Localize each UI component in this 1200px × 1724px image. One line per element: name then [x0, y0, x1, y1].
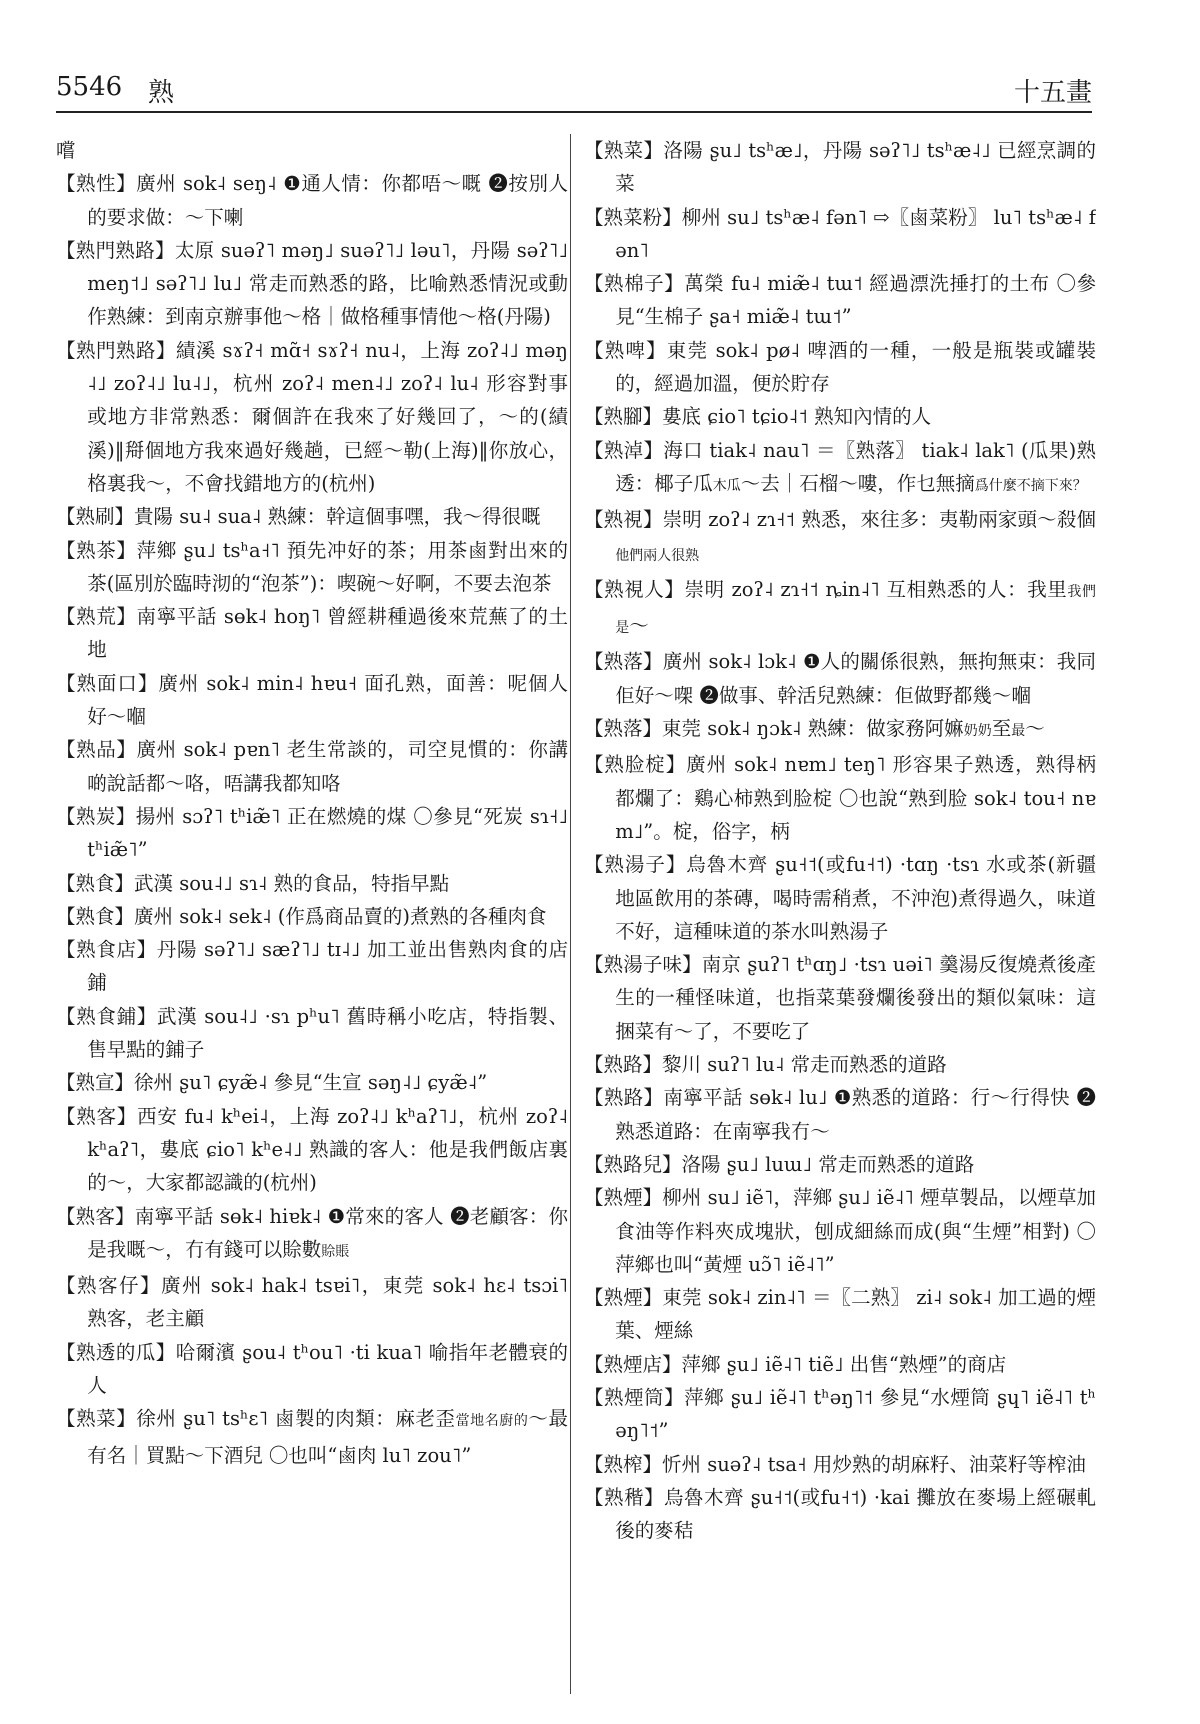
entry-headword: 【熟煙筒】 [584, 1385, 685, 1409]
dictionary-entry [584, 1348, 1096, 1381]
left-column [56, 134, 568, 1714]
dictionary-entry [56, 667, 568, 734]
entry-headword: 【熟路】 [584, 1053, 663, 1077]
entry-definition: 南寧平話 sɵk˨ hiɐk˨ ❶常來的客人 ❷老顧客：你是我嘅～，冇有錢可以賒數賒賬 [87, 1204, 568, 1261]
entry-headword: 【熟湯子】 [584, 853, 687, 877]
dictionary-entry [56, 1402, 568, 1472]
entry-definition: 廣州 sok˨ min˨ hɐu˧ 面孔熟，面善：呢個人好～嗰 [87, 671, 568, 729]
entry-headword: 【熟食店】 [56, 938, 157, 962]
entry-headword: 【熟啤】 [584, 338, 667, 362]
entry-definition: 柳州 su˩ tsʰæ˨ fən˥ ⇨〖鹵菜粉〗 lu˥ tsʰæ˨ fən˥ [615, 205, 1096, 262]
entry-headword: 【熟門熟路】 [56, 338, 176, 362]
entry-definition: 武漢 sou˨˩ ·sɿ pʰu˥ 舊時稱小吃店，特指製、售早點的鋪子 [87, 1004, 568, 1062]
entry-headword: 【熟客】 [56, 1204, 135, 1228]
entry-headword: 【熟菜】 [584, 139, 664, 162]
entry-headword: 【熟煙】 [584, 1186, 663, 1210]
entry-headword: 【熟客仔】 [56, 1274, 162, 1298]
entry-definition: 西安 fu˨ kʰei˨，上海 zoʔ˨˩ kʰaʔ˥˩，杭州 zoʔ˨ kʰaʔ˥，婁底 ɕio˥ kʰe˨˩ 熟識的客人：他是我們飯店裏的～，大家都認識的(杭州) [87, 1104, 568, 1195]
dictionary-entry [584, 712, 1096, 748]
entry-headword: 【熟食】 [56, 871, 135, 895]
entry-definition: 南寧平話 sɵk˨ lu˩ ❶熟悉的道路：行～行得快 ❷熟悉道路：在南寧我冇～ [615, 1086, 1096, 1143]
dictionary-entry [56, 167, 568, 234]
entry-definition: 東莞 sok˨ ŋɔk˨ 熟練：做家務阿嫲奶奶至最～ [662, 717, 1045, 741]
dictionary-entry [584, 503, 1096, 573]
dictionary-entry [584, 201, 1096, 268]
dictionary-entry [584, 1381, 1096, 1448]
entry-headword: 【熟淖】 [584, 438, 664, 462]
entry-definition: 南京 ʂuʔ˥ tʰɑŋ˩ ·tsɿ uəi˥ 羹湯反復燒煮後產生的一種怪味道，也指菜葉發爛後發出的類似氣味：這捆菜有～了，不要吃了 [615, 953, 1096, 1043]
dictionary-entry [584, 1181, 1096, 1281]
entry-definition: 廣州 sok˨ hak˨ tsɐi˥，東莞 sok˨ hɛ˨ tsɔi˥ 熟客，老主顧 [87, 1274, 568, 1331]
entry-definition: 哈爾濱 ʂou˨ tʰou˥ ·ti kua˥ 喻指年老體衰的人 [87, 1340, 568, 1397]
entry-definition: 貴陽 su˨ sua˨ 熟練：幹這個事嘿，我～得很嘅 [134, 505, 541, 529]
entry-definition: 烏魯木齊 ʂu˧˦(或fu˧˦) ·tɑŋ ·tsɿ 水或茶(新疆地區飲用的茶磚，喝時需稍煮，不沖泡)煮得過久，味道不好，這種味道的茶水叫熟湯子 [615, 853, 1096, 943]
entry-definition: 萍鄉 ʂu˩ tsʰa˧˥ 預先冲好的茶；用茶鹵對出來的茶(區別於臨時沏的“泡茶”)：喫碗～好啊，不要去泡茶 [87, 538, 568, 595]
dictionary-entry [56, 867, 568, 900]
right-column [584, 134, 1096, 1714]
dictionary-entry [56, 1100, 568, 1200]
entry-definition: 黎川 suʔ˥ lu˨ 常走而熟悉的道路 [662, 1053, 947, 1077]
dictionary-entry [584, 1081, 1096, 1148]
entry-headword: 【熟煙】 [584, 1286, 663, 1310]
dictionary-entry [56, 1066, 568, 1099]
dictionary-entry [56, 600, 568, 667]
entry-definition: 嚐 [56, 139, 76, 162]
entry-headword: 【熟視】 [584, 508, 663, 532]
entry-headword: 【熟棉子】 [584, 272, 685, 296]
entry-headword: 【熟腳】 [584, 405, 663, 429]
entry-headword: 【熟荒】 [56, 605, 137, 629]
entry-headword: 【熟脸椗】 [584, 753, 687, 777]
dictionary-entry [584, 267, 1096, 334]
entry-headword: 【熟刷】 [56, 505, 135, 529]
entry-definition: 崇明 zoʔ˨ zɿ˧˦ 熟悉，來往多：夷勒兩家頭～殺個他們兩人很熟 [615, 508, 1096, 564]
dictionary-entry [56, 800, 568, 867]
dictionary-entry [584, 645, 1096, 712]
entry-headword: 【熟食鋪】 [56, 1004, 157, 1028]
entry-headword: 【熟茶】 [56, 538, 137, 562]
entry-definition: 萬榮 fu˨ miæ̃˨ tɯ˦ 經過漂洗捶打的土布 〇參見“生棉子 ʂa˧ miæ̃˨ tɯ˦” [615, 272, 1096, 329]
entry-headword: 【熟湯子味】 [584, 953, 702, 977]
entry-headword: 【熟食】 [56, 904, 135, 928]
entry-definition: 廣州 sok˨ sek˨ (作爲商品賣的)煮熟的各種肉食 [134, 904, 547, 928]
entry-headword: 【熟稭】 [584, 1485, 664, 1509]
dictionary-entry [56, 500, 568, 533]
entry-headword: 【熟落】 [584, 650, 663, 674]
entry-definition: 徐州 ʂu˥ ɕyæ̃˨ 參見“生宣 səŋ˨˩ ɕyæ̃˨” [134, 1071, 488, 1095]
entry-headword: 【熟面口】 [56, 671, 159, 695]
entry-definition: 徐州 ʂu˥ tsʰɛ˥ 鹵製的肉類：麻老歪當地名廚的～最有名｜買點～下酒兒 〇也叫“鹵肉 lu˥ zou˥” [87, 1407, 568, 1467]
entry-headword: 【熟客】 [56, 1104, 138, 1128]
entry-definition: 武漢 sou˨˩ sɿ˨ 熟的食品，特指早點 [134, 871, 450, 895]
entry-headword: 【熟落】 [584, 717, 663, 741]
page-header [56, 72, 1092, 112]
entry-definition: 廣州 sok˨ pɐn˥ 老生常談的，司空見慣的：你講啲說話都～咯，唔講我都知咯 [87, 738, 568, 795]
dictionary-entry [584, 334, 1096, 401]
entry-definition: 南寧平話 sɵk˨ hoŋ˥ 曾經耕種過後來荒蕪了的土地 [87, 605, 568, 662]
dictionary-entry [584, 948, 1096, 1048]
dictionary-entry [584, 1448, 1096, 1481]
dictionary-entry [56, 733, 568, 800]
entry-definition: 廣州 sok˨ nɐm˩ teŋ˥ 形容果子熟透，熟得柄都爛了：鷄心柿熟到脸椗 〇也說“熟到脸 sok˨ tou˧ nɐm˩”。椗，俗字，柄 [615, 753, 1096, 843]
dictionary-entry [584, 1481, 1096, 1548]
entry-definition: 丹陽 səʔ˥˩ sæʔ˥˩ tɪ˨˩ 加工並出售熟肉食的店鋪 [87, 938, 568, 995]
entry-headword: 【熟視人】 [584, 577, 685, 601]
entry-definition: 海口 tiak˨ nau˥ ＝〖熟落〗 tiak˨ lak˥ (瓜果)熟透：椰子瓜木瓜～去｜石榴～嘍，作乜無摘爲什麼不摘下來？ [615, 438, 1096, 495]
column-divider [570, 134, 571, 1694]
dictionary-entry [56, 900, 568, 933]
dictionary-entry [584, 1048, 1096, 1081]
entry-definition: 揚州 sɔʔ˥ tʰiæ̃˥ 正在燃燒的煤 〇參見“死炭 sɿ˧˩ tʰiæ̃˥” [87, 804, 568, 862]
entry-definition: 萍鄉 ʂu˩ iẽ˨˥ tʰəŋ˥˦ 參見“水煙筒 ʂɥ˥ iẽ˨˥ tʰəŋ˥˦” [615, 1385, 1096, 1443]
entry-headword: 【熟炭】 [56, 804, 136, 828]
entry-headword: 【熟菜】 [56, 1407, 137, 1431]
entry-definition: 婁底 ɕio˥ tɕio˨˦ 熟知內情的人 [662, 405, 932, 429]
entry-headword: 【熟宣】 [56, 1071, 135, 1095]
entry-headword: 【熟門熟路】 [56, 238, 175, 262]
entry-headword: 【熟路】 [584, 1086, 664, 1110]
page-number: 5546 [56, 72, 123, 102]
dictionary-entry [584, 1148, 1096, 1181]
entry-definition: 廣州 sok˨ seŋ˨ ❶通人情：你都唔～嘅 ❷按別人的要求做：～下喇 [87, 172, 568, 229]
dictionary-entry [56, 534, 568, 601]
page-headword: 熟 [148, 78, 175, 108]
dictionary-entry [56, 234, 568, 334]
dictionary-entry [584, 573, 1096, 646]
dictionary-entry [56, 1000, 568, 1067]
header-rule [56, 111, 1092, 113]
entry-definition: 廣州 sok˨ lɔk˨ ❶人的關係很熟，無拘無束：我同佢好～㗎 ❷做事、幹活兒熟練：佢做野都幾～嗰 [615, 650, 1096, 707]
entry-definition: 東莞 sok˨ pø˨ 啤酒的一種，一般是瓶裝或罐裝的，經過加溫，便於貯存 [615, 338, 1096, 396]
entry-definition: 績溪 sɤʔ˧ mɑ̃˧ sɤʔ˧ nu˨，上海 zoʔ˨˩ məŋ˨˩ zoʔ˨˩ lu˨˩，杭州 zoʔ˨ men˨˩ zoʔ˨ lu˨ 形容對事或地方非常熟悉：爾個許在我來了好幾回了，～的(績溪)‖搿個地方我來過好幾趟，已經～勒(上海)‖你放心，格裏我～，不會找錯地方的(杭州) [87, 338, 568, 495]
dictionary-entry [584, 134, 1096, 201]
entry-definition: 太原 suəʔ˥ məŋ˩ suəʔ˥˩ ləu˥，丹陽 səʔ˥˩ meŋ˦˩ səʔ˥˩ lu˩ 常走而熟悉的路，比喻熟悉情況或動作熟練：到南京辦事他～格｜做格種事情他～格(丹陽) [87, 238, 568, 329]
dictionary-entry [56, 1269, 568, 1336]
entry-definition: 烏魯木齊 ʂu˧˦(或fu˧˦) ·kai 攤放在麥場上經碾軋後的麥秸 [615, 1485, 1096, 1543]
dictionary-entry [584, 400, 1096, 433]
entry-headword: 【熟路兒】 [584, 1152, 682, 1176]
dictionary-entry [584, 434, 1096, 504]
dictionary-entry [584, 848, 1096, 948]
entry-definition: 東莞 sok˨ zin˨˥ ＝〖二熟〗 zi˨ sok˨ 加工過的煙葉、煙絲 [615, 1286, 1096, 1343]
entry-headword: 【熟菜粉】 [584, 205, 682, 229]
entry-headword: 【熟性】 [56, 172, 137, 196]
entry-definition: 洛陽 ʂu˩ tsʰæ˩，丹陽 səʔ˥˩ tsʰæ˨˩ 已經烹調的菜 [615, 139, 1096, 196]
entry-headword: 【熟品】 [56, 738, 137, 762]
dictionary-entry [584, 1281, 1096, 1348]
dictionary-entry [584, 748, 1096, 848]
dictionary-entry [56, 933, 568, 1000]
entry-definition: 萍鄉 ʂu˩ iẽ˨˥ tiẽ˩ 出售“熟煙”的商店 [681, 1352, 1007, 1376]
entry-headword: 【熟煙店】 [584, 1352, 682, 1376]
dictionary-entry [56, 1336, 568, 1403]
entry-headword: 【熟透的瓜】 [56, 1340, 176, 1364]
entry-definition: 忻州 suəʔ˨ tsa˧ 用炒熟的胡麻籽、油菜籽等榨油 [662, 1452, 1086, 1476]
entry-definition: 洛陽 ʂu˩ luɯ˩ 常走而熟悉的道路 [681, 1152, 975, 1176]
dictionary-entry [56, 1200, 568, 1270]
dictionary-entry [56, 134, 568, 167]
entry-headword: 【熟榨】 [584, 1452, 663, 1476]
dictionary-entry [56, 334, 568, 500]
entry-definition: 柳州 su˩ iẽ˥，萍鄉 ʂu˩ iẽ˨˥ 煙草製品，以煙草加食油等作料夾成塊狀，刨成細絲而成(與“生煙”相對) 〇萍鄉也叫“黃煙 uɔ̃˥ iẽ˨˥” [615, 1186, 1096, 1276]
entry-definition: 崇明 zoʔ˨ zɿ˧˦ ȵin˨˥ 互相熟悉的人：我里我們是～ [615, 577, 1096, 638]
section-label: 十五畫 [1013, 78, 1092, 108]
